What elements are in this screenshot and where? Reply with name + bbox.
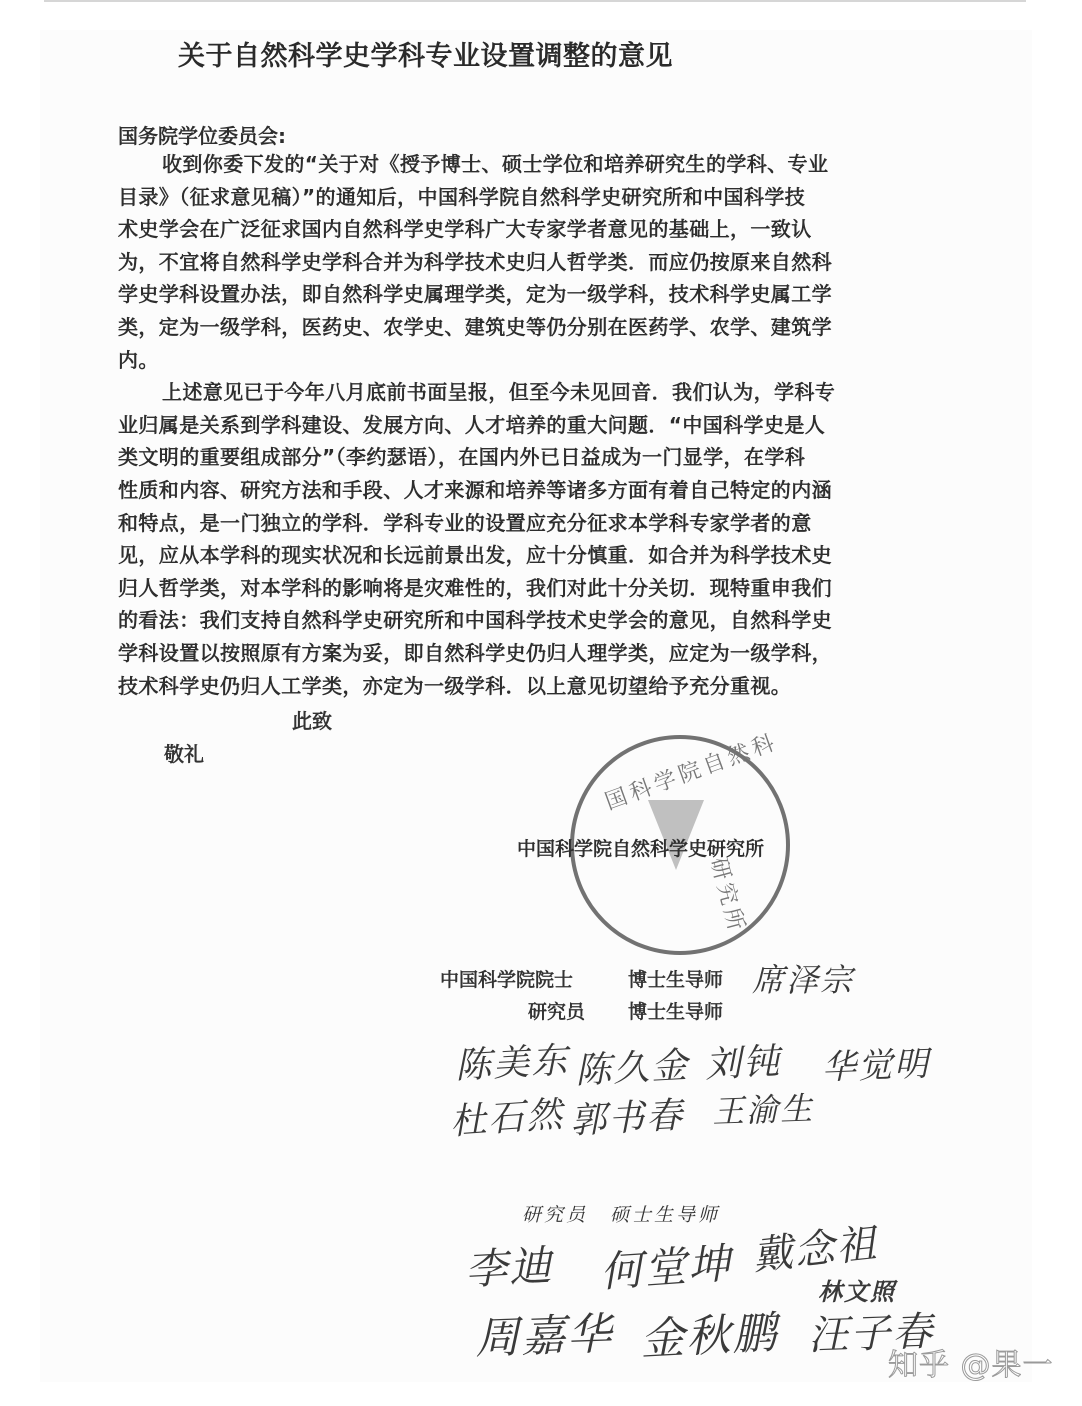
page-top-edge (44, 0, 1026, 2)
paragraph-1-line: 内。 (118, 347, 159, 372)
handwritten-signature: 李迪 (463, 1240, 555, 1295)
paragraph-1-line: 为，不宜将自然科学史学科合并为科学技术史归人哲学类．而应仍按原来自然科 (118, 249, 832, 274)
handwritten-signature: 汪子春 (807, 1308, 935, 1360)
seal-arc-text: 国科学院自然科 (601, 729, 782, 816)
handwritten-signature: 华觉明 (821, 1044, 931, 1088)
handwritten-signature: 席泽宗 (752, 961, 855, 999)
paragraph-2-line: 归人哲学类，对本学科的影响将是灾难性的，我们对此十分关切．现特重申我们 (118, 575, 832, 600)
letter-body (118, 148, 908, 702)
signatory-group-label: 研究员 硕士生导师 (522, 1204, 721, 1226)
paragraph-1-line: 术史学会在广泛征求国内自然科学史学科广大专家学者意见的基础上，一致认 (118, 217, 812, 242)
zhihu-watermark: 知乎 @果一 (888, 1348, 1054, 1383)
organization-name: 中国科学院自然科学史研究所 (517, 838, 765, 860)
closing-salutation: 此致 (292, 709, 332, 733)
paragraph-1-line: 学史学科设置办法，即自然科学史属理学类，定为一级学科，技术科学史属工学 (118, 282, 832, 307)
signatory-title: 研究员 (528, 1001, 586, 1023)
signatory-title: 中国科学院院士 (440, 969, 574, 991)
paragraph-2-line: 学科设置以按照原有方案为妥，即自然科学史仍归人理学类，应定为一级学科， (118, 640, 832, 665)
paragraph-2-line: 见，应从本学科的现实状况和长远前景出发，应十分慎重．如合并为科学技术史 (118, 543, 832, 568)
handwritten-signature: 陈久金 (574, 1045, 691, 1092)
handwritten-signature: 杜石然 (448, 1094, 566, 1143)
paragraph-1-line: 类，定为一级学科，医药史、农学史、建筑史等仍分别在医药学、农学、建筑学 (118, 314, 832, 339)
paragraph-2-line: 的看法：我们支持自然科学史研究所和中国科学技术史学会的意见，自然科学史 (118, 608, 832, 633)
addressee: 国务院学位委员会: (118, 124, 286, 148)
closing-regards: 敬礼 (164, 742, 204, 766)
handwritten-signature: 金秋鹏 (638, 1307, 780, 1366)
handwritten-signature: 戴念祖 (750, 1220, 881, 1280)
handwritten-signature: 郭书春 (569, 1095, 686, 1142)
handwritten-signature: 何堂坤 (598, 1238, 734, 1297)
signatory-role: 博士生导师 (628, 969, 724, 991)
paragraph-1-line: 收到你委下发的“关于对《授予博士、硕士学位和培养研究生的学科、专业 (162, 152, 829, 176)
paragraph-2-line: 类文明的重要组成部分”（李约瑟语），在国内外已日益成为一门显学，在学科 (118, 445, 806, 470)
handwritten-signature: 王渝生 (711, 1089, 815, 1131)
paragraph-2-line: 性质和内容、研究方法和手段、人才来源和培养等诸多方面有着自己特定的内涵 (118, 477, 832, 502)
paragraph-2-line: 上述意见已于今年八月底前书面呈报，但至今未见回音．我们认为，学科专 (162, 380, 836, 405)
paragraph-2-line: 和特点，是一门独立的学科．学科专业的设置应充分征求本学科专家学者的意 (118, 510, 812, 535)
paragraph-1-line: 目录》（征求意见稿）”的通知后，中国科学院自然科学史研究所和中国科学技 (118, 184, 806, 209)
seal-side-text: 研究所 (704, 855, 750, 937)
handwritten-signature: 周嘉华 (474, 1308, 615, 1365)
paragraph-2-line: 业归属是关系到学科建设、发展方向、人才培养的重大问题．“中国科学史是人 (118, 412, 826, 437)
handwritten-signature: 林文照 (818, 1277, 896, 1306)
paragraph-2-line: 技术科学史仍归人工学类，亦定为一级学科．以上意见切望给予充分重视。 (118, 673, 792, 698)
handwritten-signature: 陈美东 (454, 1040, 571, 1087)
signatory-role: 博士生导师 (628, 1001, 724, 1023)
handwritten-signature: 刘钝 (704, 1041, 783, 1086)
document-title: 关于自然科学史学科专业设置调整的意见 (178, 41, 673, 72)
